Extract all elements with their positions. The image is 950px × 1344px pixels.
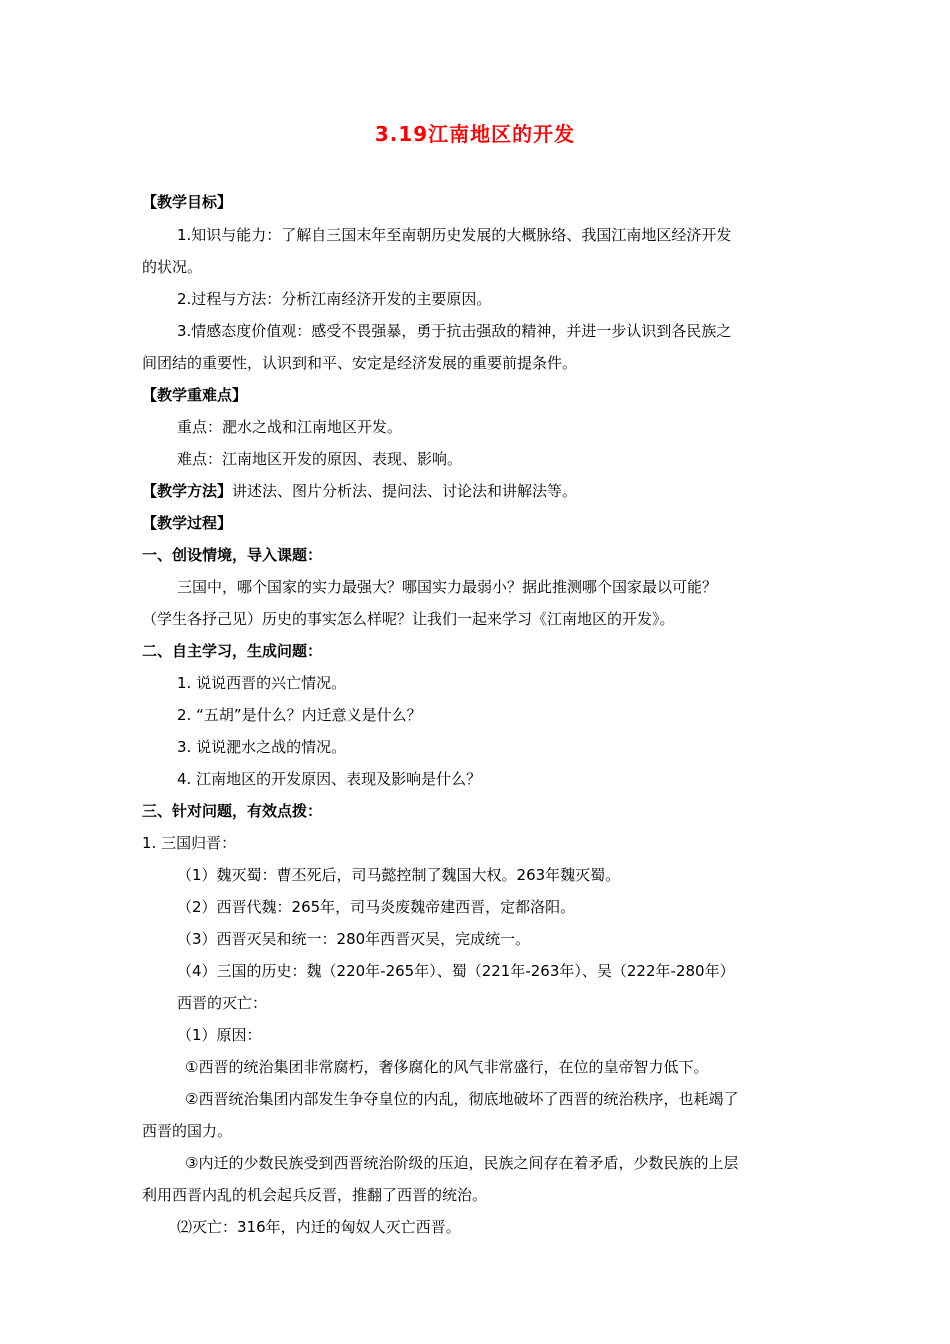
paragraph-line: 西晋的灭亡： — [177, 994, 268, 1012]
teaching-methods-line — [142, 481, 577, 501]
list-item: （1）魏灭蜀：曹丕死后，司马懿控制了魏国大权。263年魏灭蜀。 — [177, 866, 621, 884]
heading-key-points: 【教学重难点】 — [142, 386, 248, 404]
paragraph-line: 1.知识与能力：了解自三国末年至南朝历史发展的大概脉络、我国江南地区经济开发 — [177, 226, 732, 244]
list-item: 3. 说说淝水之战的情况。 — [177, 738, 347, 756]
paragraph-line: 西晋的国力。 — [142, 1122, 233, 1140]
teaching-methods-text: 讲述法、图片分析法、提问法、讨论法和讲解法等。 — [232, 482, 578, 500]
paragraph-line: 重点：淝水之战和江南地区开发。 — [177, 418, 403, 436]
list-item: ①西晋的统治集团非常腐朽，奢侈腐化的风气非常盛行，在位的皇帝智力低下。 — [185, 1058, 709, 1076]
list-item: （3）西晋灭吴和统一：280年西晋灭吴，完成统一。 — [177, 930, 531, 948]
list-item: 1. 三国归晋： — [142, 834, 237, 852]
list-item: ⑵灭亡：316年，内迁的匈奴人灭亡西晋。 — [177, 1218, 461, 1236]
heading-teaching-goals: 【教学目标】 — [142, 193, 233, 211]
list-item: ③内迁的少数民族受到西晋统治阶级的压迫，民族之间存在着矛盾，少数民族的上层 — [185, 1154, 739, 1172]
section-heading-2: 二、自主学习，生成问题： — [142, 642, 323, 660]
list-item: （4）三国的历史：魏（220年-265年）、蜀（221年-263年）、吴（222年-280年） — [177, 962, 735, 980]
list-item: 4. 江南地区的开发原因、表现及影响是什么？ — [177, 770, 482, 788]
section-heading-1: 一、创设情境，导入课题： — [142, 546, 323, 564]
paragraph-line: 2.过程与方法：分析江南经济开发的主要原因。 — [177, 290, 492, 308]
heading-teaching-process: 【教学过程】 — [142, 514, 233, 532]
section-heading-3: 三、针对问题，有效点拨： — [142, 802, 323, 820]
list-item: ②西晋统治集团内部发生争夺皇位的内乱，彻底地破坏了西晋的统治秩序，也耗竭了 — [185, 1090, 739, 1108]
heading-teaching-methods: 【教学方法】 — [142, 482, 233, 500]
paragraph-line: 3.情感态度价值观：感受不畏强暴，勇于抗击强敌的精神，并进一步认识到各民族之 — [177, 322, 732, 340]
list-item: 2. “五胡”是什么？内迁意义是什么？ — [177, 706, 422, 724]
paragraph-line: （学生各抒己见）历史的事实怎么样呢？让我们一起来学习《江南地区的开发》。 — [142, 610, 675, 628]
paragraph-line: 的状况。 — [142, 258, 203, 276]
paragraph-line: 三国中，哪个国家的实力最强大？哪国实力最弱小？据此推测哪个国家最以可能？ — [177, 578, 718, 596]
list-item: 1. 说说西晋的兴亡情况。 — [177, 674, 347, 692]
list-item: （1）原因： — [177, 1026, 262, 1044]
paragraph-line: 间团结的重要性，认识到和平、安定是经济发展的重要前提条件。 — [142, 354, 578, 372]
paragraph-line: 利用西晋内乱的机会起兵反晋，推翻了西晋的统治。 — [142, 1186, 488, 1204]
paragraph-line: 难点：江南地区开发的原因、表现、影响。 — [177, 450, 463, 468]
list-item: （2）西晋代魏：265年，司马炎废魏帝建西晋，定都洛阳。 — [177, 898, 576, 916]
document-title: 3.19江南地区的开发 — [374, 122, 576, 146]
